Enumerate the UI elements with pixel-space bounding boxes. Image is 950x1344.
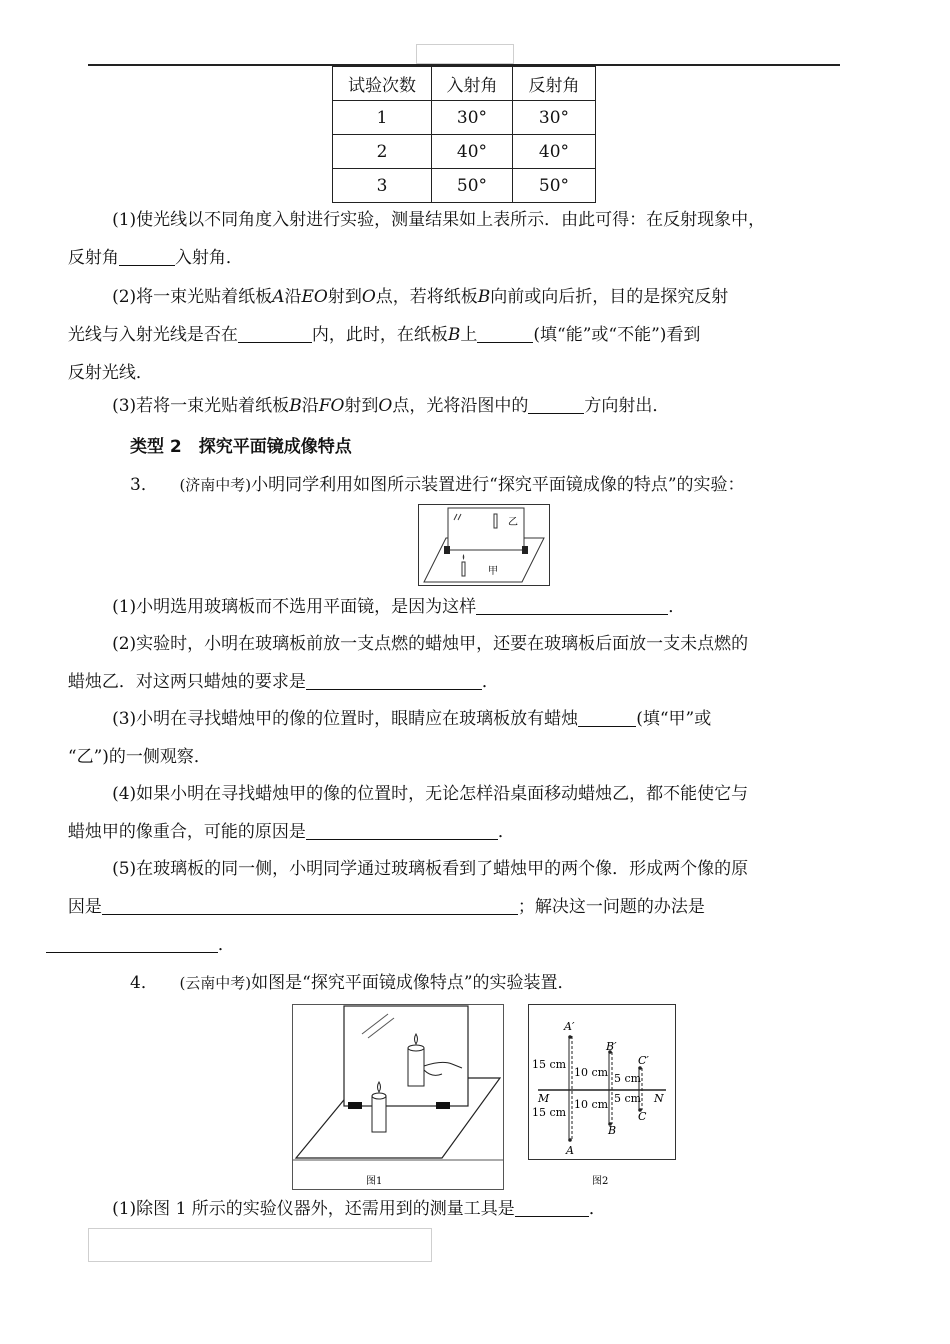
- table-header: 入射角: [432, 67, 513, 101]
- table-cell: 40°: [513, 135, 596, 169]
- candle-jia-label: 甲: [488, 566, 498, 577]
- footer-box: [88, 1228, 432, 1262]
- distance-label: 15 cm: [532, 1058, 567, 1071]
- table-header: 反射角: [513, 67, 596, 101]
- candle-yi-label: 乙: [508, 517, 518, 528]
- answer-blank[interactable]: [528, 396, 584, 414]
- distance-label: 15 cm: [532, 1106, 567, 1119]
- sub-question-5: (5)在玻璃板的同一侧，小明同学通过玻璃板看到了蜡烛甲的两个像．形成两个像的原 因是 ；解决这一问题的办法是 ．: [90, 850, 842, 964]
- question-1: (1)使光线以不同角度入射进行实验，测量结果如上表所示．由此可得：在反射现象中， 反射角 入射角．: [67, 210, 766, 268]
- figure-2-caption: 图2: [592, 1176, 609, 1187]
- point-c-prime: C′: [638, 1054, 649, 1067]
- sub-question-3: (3)小明在寻找蜡烛甲的像的位置时，眼睛应在玻璃板放有蜡烛 (填“甲”或 “乙”)的一侧观察．: [67, 709, 712, 767]
- table-header-row: [333, 67, 596, 101]
- question-2: (2)将一束光贴着纸板A沿EO射到O点，若将纸板B向前或向后折，目的是探究反射 光线与入射光线是否在 内，此时，在纸板B上 (填“能”或“不能”)看到 反射光线．: [67, 287, 729, 383]
- header-box: [416, 44, 514, 64]
- problem-4-stem: 4． (云南中考)如图是“探究平面镜成像特点”的实验装置．: [130, 973, 575, 993]
- problem-3-stem: 3． (济南中考)小明同学利用如图所示装置进行“探究平面镜成像的特点”的实验：: [130, 475, 745, 495]
- table-row: [333, 135, 596, 169]
- point-m: M: [538, 1092, 550, 1105]
- table-row: [333, 169, 596, 203]
- answer-blank[interactable]: [238, 325, 312, 343]
- figure-1-caption: 图1: [366, 1176, 383, 1187]
- figure-2-diagram: [528, 1004, 676, 1190]
- answer-blank[interactable]: [476, 597, 668, 615]
- point-a: A: [566, 1144, 574, 1157]
- distance-label: 5 cm: [614, 1072, 642, 1085]
- sub-question-1: (1)小明选用玻璃板而不选用平面镜，是因为这样 ．: [112, 597, 686, 617]
- distance-label: 10 cm: [574, 1066, 609, 1079]
- section-heading: 类型 2 探究平面镜成像特点: [130, 437, 352, 457]
- table-cell: 1: [333, 101, 432, 135]
- point-n: N: [654, 1092, 664, 1105]
- answer-blank[interactable]: [477, 325, 533, 343]
- point-b: B: [608, 1124, 617, 1137]
- answer-blank[interactable]: [102, 897, 518, 915]
- table-row: [333, 101, 596, 135]
- problem-4-sub-1: (1)除图 1 所示的实验仪器外，还需用到的测量工具是 ．: [112, 1199, 606, 1219]
- table-cell: 2: [333, 135, 432, 169]
- sub-question-4: (4)如果小明在寻找蜡烛甲的像的位置时，无论怎样沿桌面移动蜡烛乙，都不能使它与 蜡烛甲的像重合，可能的原因是 ．: [67, 784, 749, 842]
- point-b-prime: B′: [606, 1040, 617, 1053]
- table-cell: 30°: [432, 101, 513, 135]
- point-a-prime: A′: [564, 1020, 575, 1033]
- distance-label: 5 cm: [614, 1092, 642, 1105]
- answer-blank[interactable]: [578, 709, 636, 727]
- table-cell: 30°: [513, 101, 596, 135]
- sub-question-2: (2)实验时，小明在玻璃板前放一支点燃的蜡烛甲，还要在玻璃板后面放一支未点燃的 蜡烛乙．对这两只蜡烛的要求是 ．: [67, 634, 749, 692]
- answer-blank[interactable]: [306, 672, 482, 690]
- question-3: (3)若将一束光贴着纸板B沿FO射到O点，光将沿图中的 方向射出．: [112, 396, 670, 416]
- table-cell: 50°: [432, 169, 513, 203]
- answer-blank[interactable]: [46, 935, 218, 953]
- table-header: 试验次数: [333, 67, 432, 101]
- figure-1-apparatus: [292, 1004, 504, 1190]
- table-cell: 50°: [513, 169, 596, 203]
- answer-blank[interactable]: [306, 822, 498, 840]
- mirror-setup-figure: [418, 504, 550, 586]
- point-c: C: [638, 1110, 647, 1123]
- distance-label: 10 cm: [574, 1098, 609, 1111]
- table-cell: 3: [333, 169, 432, 203]
- answer-blank[interactable]: [119, 248, 175, 266]
- angle-table: [332, 66, 596, 203]
- answer-blank[interactable]: [515, 1199, 589, 1217]
- table-cell: 40°: [432, 135, 513, 169]
